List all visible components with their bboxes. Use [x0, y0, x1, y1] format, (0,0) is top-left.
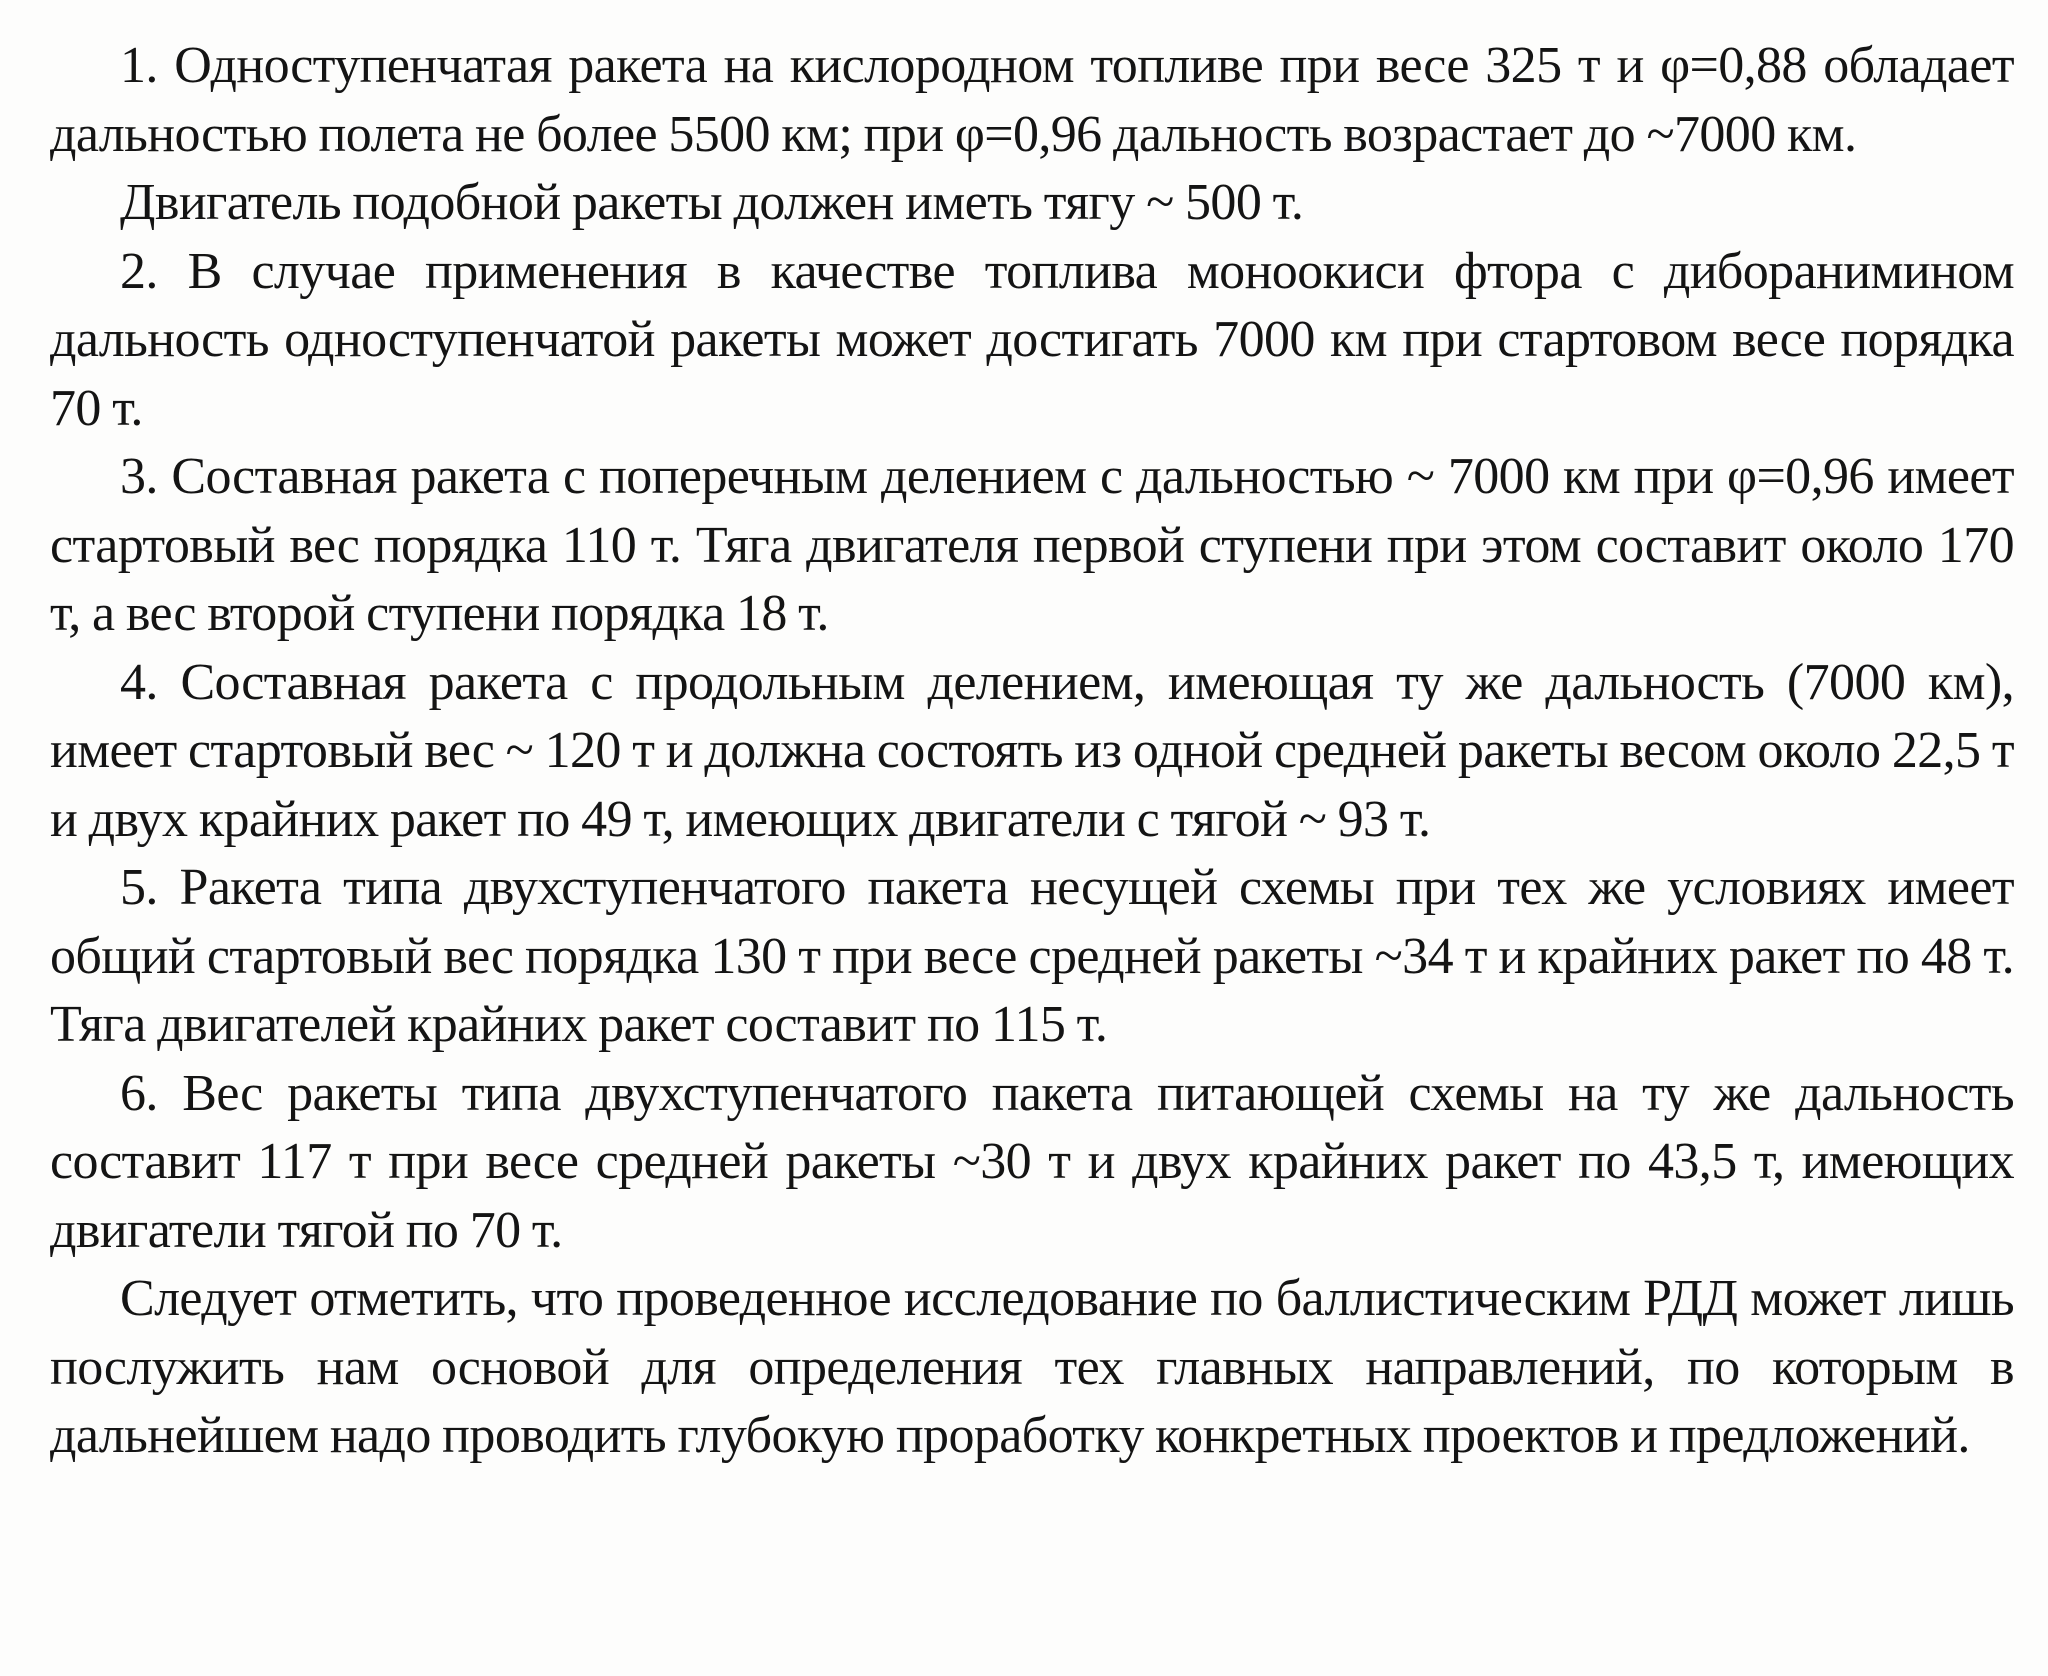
paragraph-3-transverse-staging: 3. Составная ракета с поперечным делением с дальностью ~ 7000 км при φ=0,96 имеет стартовый вес порядка 110 т. Тяга двигателя первой ступени при этом составит около 170 т, а вес второй ступени порядка 18 т. [50, 448, 2014, 642]
paragraph-5-load-bearing-package: 5. Ракета типа двухступенчатого пакета несущей схемы при тех же условиях имеет общий стартовый вес порядка 130 т при весе средней ракеты ~34 т и крайних ракет по 48 т. Тяга двигателей крайних ракет составит по 115 т. [50, 859, 2014, 1053]
text-body [50, 32, 2014, 1471]
paragraph-6-feeding-package: 6. Вес ракеты типа двухступенчатого пакета питающей схемы на ту же дальность составит 117 т при весе средней ракеты ~30 т и двух крайних ракет по 43,5 т, имеющих двигатели тягой по 70 т. [50, 1064, 2014, 1259]
paragraph-4-longitudinal-staging: 4. Составная ракета с продольным делением, имеющая ту же дальность (7000 км), имеет стартовый вес ~ 120 т и должна состоять из одной средней ракеты весом около 22,5 т и двух крайних ракет по 49 т, имеющих двигатели с тягой ~ 93 т. [50, 653, 2014, 848]
paragraph-engine-thrust: Двигатель подобной ракеты должен иметь тягу ~ 500 т. [120, 174, 1304, 231]
paragraph-conclusion: Следует отметить, что проведенное исследование по баллистическим РДД может лишь послужить нам основой для определения тех главных направлений, по которым в дальнейшем надо проводить глубокую проработку конкретных проектов и предложений. [50, 1270, 2014, 1464]
paragraph-2-fluorine-fuel: 2. В случае применения в качестве топлива моноокиси фтора с диборанимином дальность одноступенчатой ракеты может достигать 7000 км при стартовом весе порядка 70 т. [50, 242, 2014, 437]
paragraph-1-single-stage-oxygen-rocket: 1. Одноступенчатая ракета на кислородном топливе при весе 325 т и φ=0,88 обладает дальностью полета не более 5500 км; при φ=0,96 дальность возрастает до ~7000 км. [50, 37, 2014, 163]
